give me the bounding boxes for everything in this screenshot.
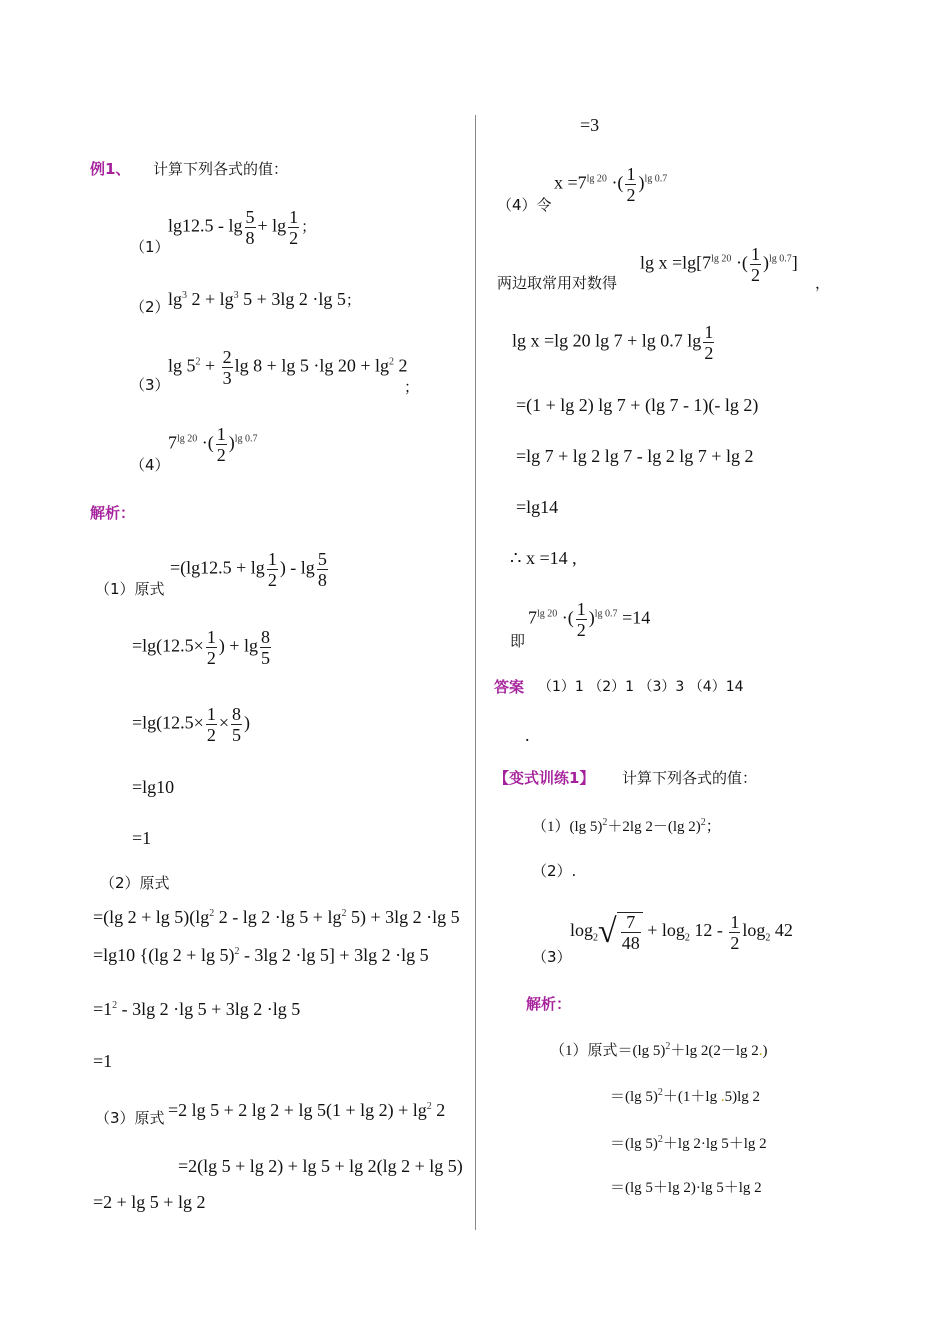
item-3-end: ； [404,378,420,396]
item-2-number: （2） [130,298,170,316]
solution-2-line-2: =lg10 {(lg 2 + lg 5)$^2$ - 3lg 2 ·lg 5] + 3lg 2 ·lg 5 [93,945,429,965]
solution-2-label: （2）原式 [100,874,170,892]
solution-4-line-4: =(1 + lg 2) lg 7 + (lg 7 - 1)(- lg 2) [516,395,759,415]
solution-3-line-2: =2(lg 5 + lg 2) + lg 5 + lg 2(lg 2 + lg 5) [178,1156,463,1176]
example-tag: 例1、 [90,160,131,178]
item-4-expression: $7^{lg 20}$ ·( $\frac{1}{2}$ )$^{lg 0.7}$ [168,424,258,465]
solution-2-line-4: =1 [93,1051,113,1071]
item-3-expression: $\lg 5^2$ + $\frac{2}{3}$ lg 8 + lg 5 ·lg $20 + \lg^2 2$ [168,347,408,388]
item-4-number: （4） [130,456,170,474]
solution-2-line-3: $=1^2 - 3\lg$ 2 ·lg 5 + 3lg 2 ·lg 5 [93,999,301,1019]
item-3-number: （3） [130,376,170,394]
variant-tag: 【变式训练1】 [494,769,595,787]
solution-4-line-6: =lg14 [516,497,559,517]
solution-1-line-1: =(lg12.5 + lg $\frac{1}{2}$ ) - lg $\frac{5}{8}$ [170,549,327,590]
answer-text: （1）1 （2）1 （3）3 （4）14 [538,679,744,695]
variant-solution-line-1: （1）原式＝(lg 5)$^2$＋lg 2(2－lg 2.) [550,1041,768,1059]
solution-4-therefore: ∴ x =14 , [510,548,577,568]
variant-q2: （2）. [532,862,577,880]
solution-1-line-2: =lg(12.5× $\frac{1}{2}$ ) + lg $\frac{8}{5}$ [132,627,270,668]
variant-solution-line-3: ＝(lg 5)$^2$＋lg 2·lg 5＋lg 2 [610,1134,767,1152]
stray-dot: . [525,725,530,745]
example-prompt: 计算下列各式的值： [153,160,289,178]
solution-4-line-5: =lg 7 + lg 2 lg 7 - lg 2 lg 7 + lg 2 [516,446,754,466]
solution-4-label: （4）令 [497,196,552,214]
ji-label: 即 [510,632,526,650]
variant-q1: （1）(lg 5)$^2$＋2lg 2－(lg 2)$^2$； [532,817,721,835]
item-1-number: （1） [130,238,170,256]
item-2-expression: $\lg^3 2 + \lg^3 5 + 3\lg$ 2 ·lg 5； [168,289,361,309]
solution-1-line-4: =lg10 [132,777,175,797]
variant-solution-line-2: ＝(lg 5)$^2$＋(1＋lg .5)lg 2 [610,1087,761,1105]
variant-q3-number: （3） [532,948,572,966]
comma: ， [815,274,831,292]
variant-prompt: 计算下列各式的值： [622,769,758,787]
solution-1-line-5: =1 [132,828,152,848]
column-divider [475,115,476,1230]
analysis-tag-right: 解析： [526,995,572,1013]
solution-1-label: （1）原式 [95,580,165,598]
variant-q3-expression: $\log_2√$ $\frac{7}{48}$ + $\log_2 12$ - $\frac{1}{2}$ $\log_2 42$ [570,911,793,953]
solution-3-line-1: =2 lg 5 + 2 $\lg 2 + \lg 5(1 + \lg 2) + \lg^2 2$ [168,1100,446,1120]
solution-3-label: （3）原式 [95,1109,165,1127]
solution-3-line-3: =2 + lg 5 + lg 2 [93,1192,206,1212]
take-log-text: 两边取常用对数得 [497,274,618,292]
solution-4-final: $7^{lg 20}$ ·( $\frac{1}{2}$ )$^{lg 0.7}$ =14 [528,599,651,640]
top-result: =3 [580,115,600,135]
solution-4-let: $x =7^{lg 20}$ ·( $\frac{1}{2}$ )$^{lg 0.7}$ [554,164,668,205]
analysis-tag-left: 解析： [90,504,136,522]
solution-4-line-3: lg x =lg 20 lg 7 + lg 0.7 lg $\frac{1}{2}$ [512,322,714,363]
solution-1-line-3: =lg(12.5× $\frac{1}{2}$ × $\frac{8}{5}$ ) [132,704,250,745]
variant-solution-line-4: ＝(lg 5＋lg 2)·lg 5＋lg 2 [610,1180,762,1196]
answer-tag: 答案 [494,678,525,696]
solution-4-log-both: $\lg x =\lg[7^{lg 20}$ ·( $\frac{1}{2}$ )$^{lg 0.7}$] [640,244,798,285]
item-1-expression: lg12.5 - lg $\frac{5}{8}$ + lg $\frac{1}{2}$ ； [168,207,317,248]
solution-2-line-1: =(lg $2 + \lg 5)(\lg^2$ 2 - lg 2 ·lg $5 + \lg^2 5) + 3\lg$ 2 ·lg 5 [93,907,460,927]
